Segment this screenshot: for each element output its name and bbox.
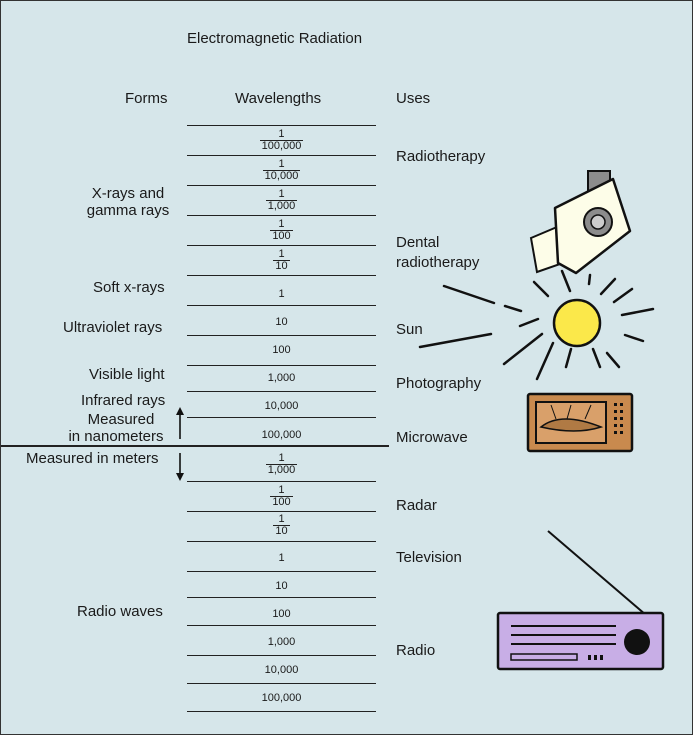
form-radio-waves: Radio waves bbox=[77, 603, 163, 620]
forms-header: Forms bbox=[125, 90, 168, 107]
xray-machine-icon bbox=[531, 171, 630, 273]
use-radiotherapy: Radiotherapy bbox=[396, 148, 486, 165]
arrow-down-icon bbox=[176, 453, 184, 481]
wavelength-value: $\frac{1}{100}$ bbox=[272, 218, 291, 242]
wavelength-value: $\frac{1}{10,000}$ bbox=[264, 158, 299, 182]
use-television: Television bbox=[396, 549, 462, 566]
uses-header: Uses bbox=[396, 90, 431, 107]
wavelength-value: 1 bbox=[278, 288, 285, 300]
wavelength-value: 10,000 bbox=[264, 664, 299, 676]
wavelength-value: $\frac{1}{1,000}$ bbox=[267, 188, 296, 212]
measured-nm-line1: Measured bbox=[87, 411, 155, 428]
measured-nm-line2: in nanometers bbox=[68, 428, 164, 445]
use-label: radiotherapy bbox=[396, 254, 480, 271]
measured-meters-label: Measured in meters bbox=[26, 450, 159, 467]
use-sun: Sun bbox=[396, 321, 423, 338]
use-photography: Photography bbox=[396, 375, 482, 392]
wavelength-value: $\frac{1}{100,000}$ bbox=[261, 128, 302, 152]
use-label: Dental bbox=[396, 234, 440, 251]
microwave-icon bbox=[528, 394, 632, 451]
arrow-up-icon bbox=[176, 407, 184, 439]
use-microwave: Microwave bbox=[396, 429, 468, 446]
wavelength-value: 100 bbox=[272, 344, 291, 356]
diagram-title: Electromagnetic Radiation bbox=[187, 30, 363, 47]
radio-icon bbox=[498, 531, 663, 669]
form-label: gamma rays bbox=[86, 202, 170, 219]
illustrations bbox=[1, 1, 692, 734]
wavelength-value: 10,000 bbox=[264, 400, 299, 412]
wavelength-value: 1,000 bbox=[267, 636, 296, 648]
form-ultraviolet: Ultraviolet rays bbox=[63, 319, 163, 336]
form-visible-light: Visible light bbox=[89, 366, 165, 383]
wavelength-value: $\frac{1}{1,000}$ bbox=[267, 452, 296, 476]
form-infrared: Infrared rays bbox=[81, 392, 166, 409]
form-label: X-rays and bbox=[91, 185, 165, 202]
wavelength-value: 100 bbox=[272, 608, 291, 620]
use-radar: Radar bbox=[396, 497, 437, 514]
wavelength-value: $\frac{1}{10}$ bbox=[275, 248, 288, 272]
wavelength-value: $\frac{1}{10}$ bbox=[275, 513, 288, 537]
wavelength-value: 100,000 bbox=[261, 429, 302, 441]
use-radio: Radio bbox=[396, 642, 436, 659]
wavelength-value: 100,000 bbox=[261, 692, 302, 704]
form-soft-xrays: Soft x-rays bbox=[93, 279, 165, 296]
wavelength-value: 10 bbox=[275, 316, 288, 328]
sun-icon bbox=[420, 271, 653, 379]
wavelength-value: 10 bbox=[275, 580, 288, 592]
wavelength-value: 1,000 bbox=[267, 372, 296, 384]
wavelengths-header: Wavelengths bbox=[235, 90, 322, 107]
wavelength-value: 1 bbox=[278, 552, 285, 564]
wavelength-value: $\frac{1}{100}$ bbox=[272, 484, 291, 508]
